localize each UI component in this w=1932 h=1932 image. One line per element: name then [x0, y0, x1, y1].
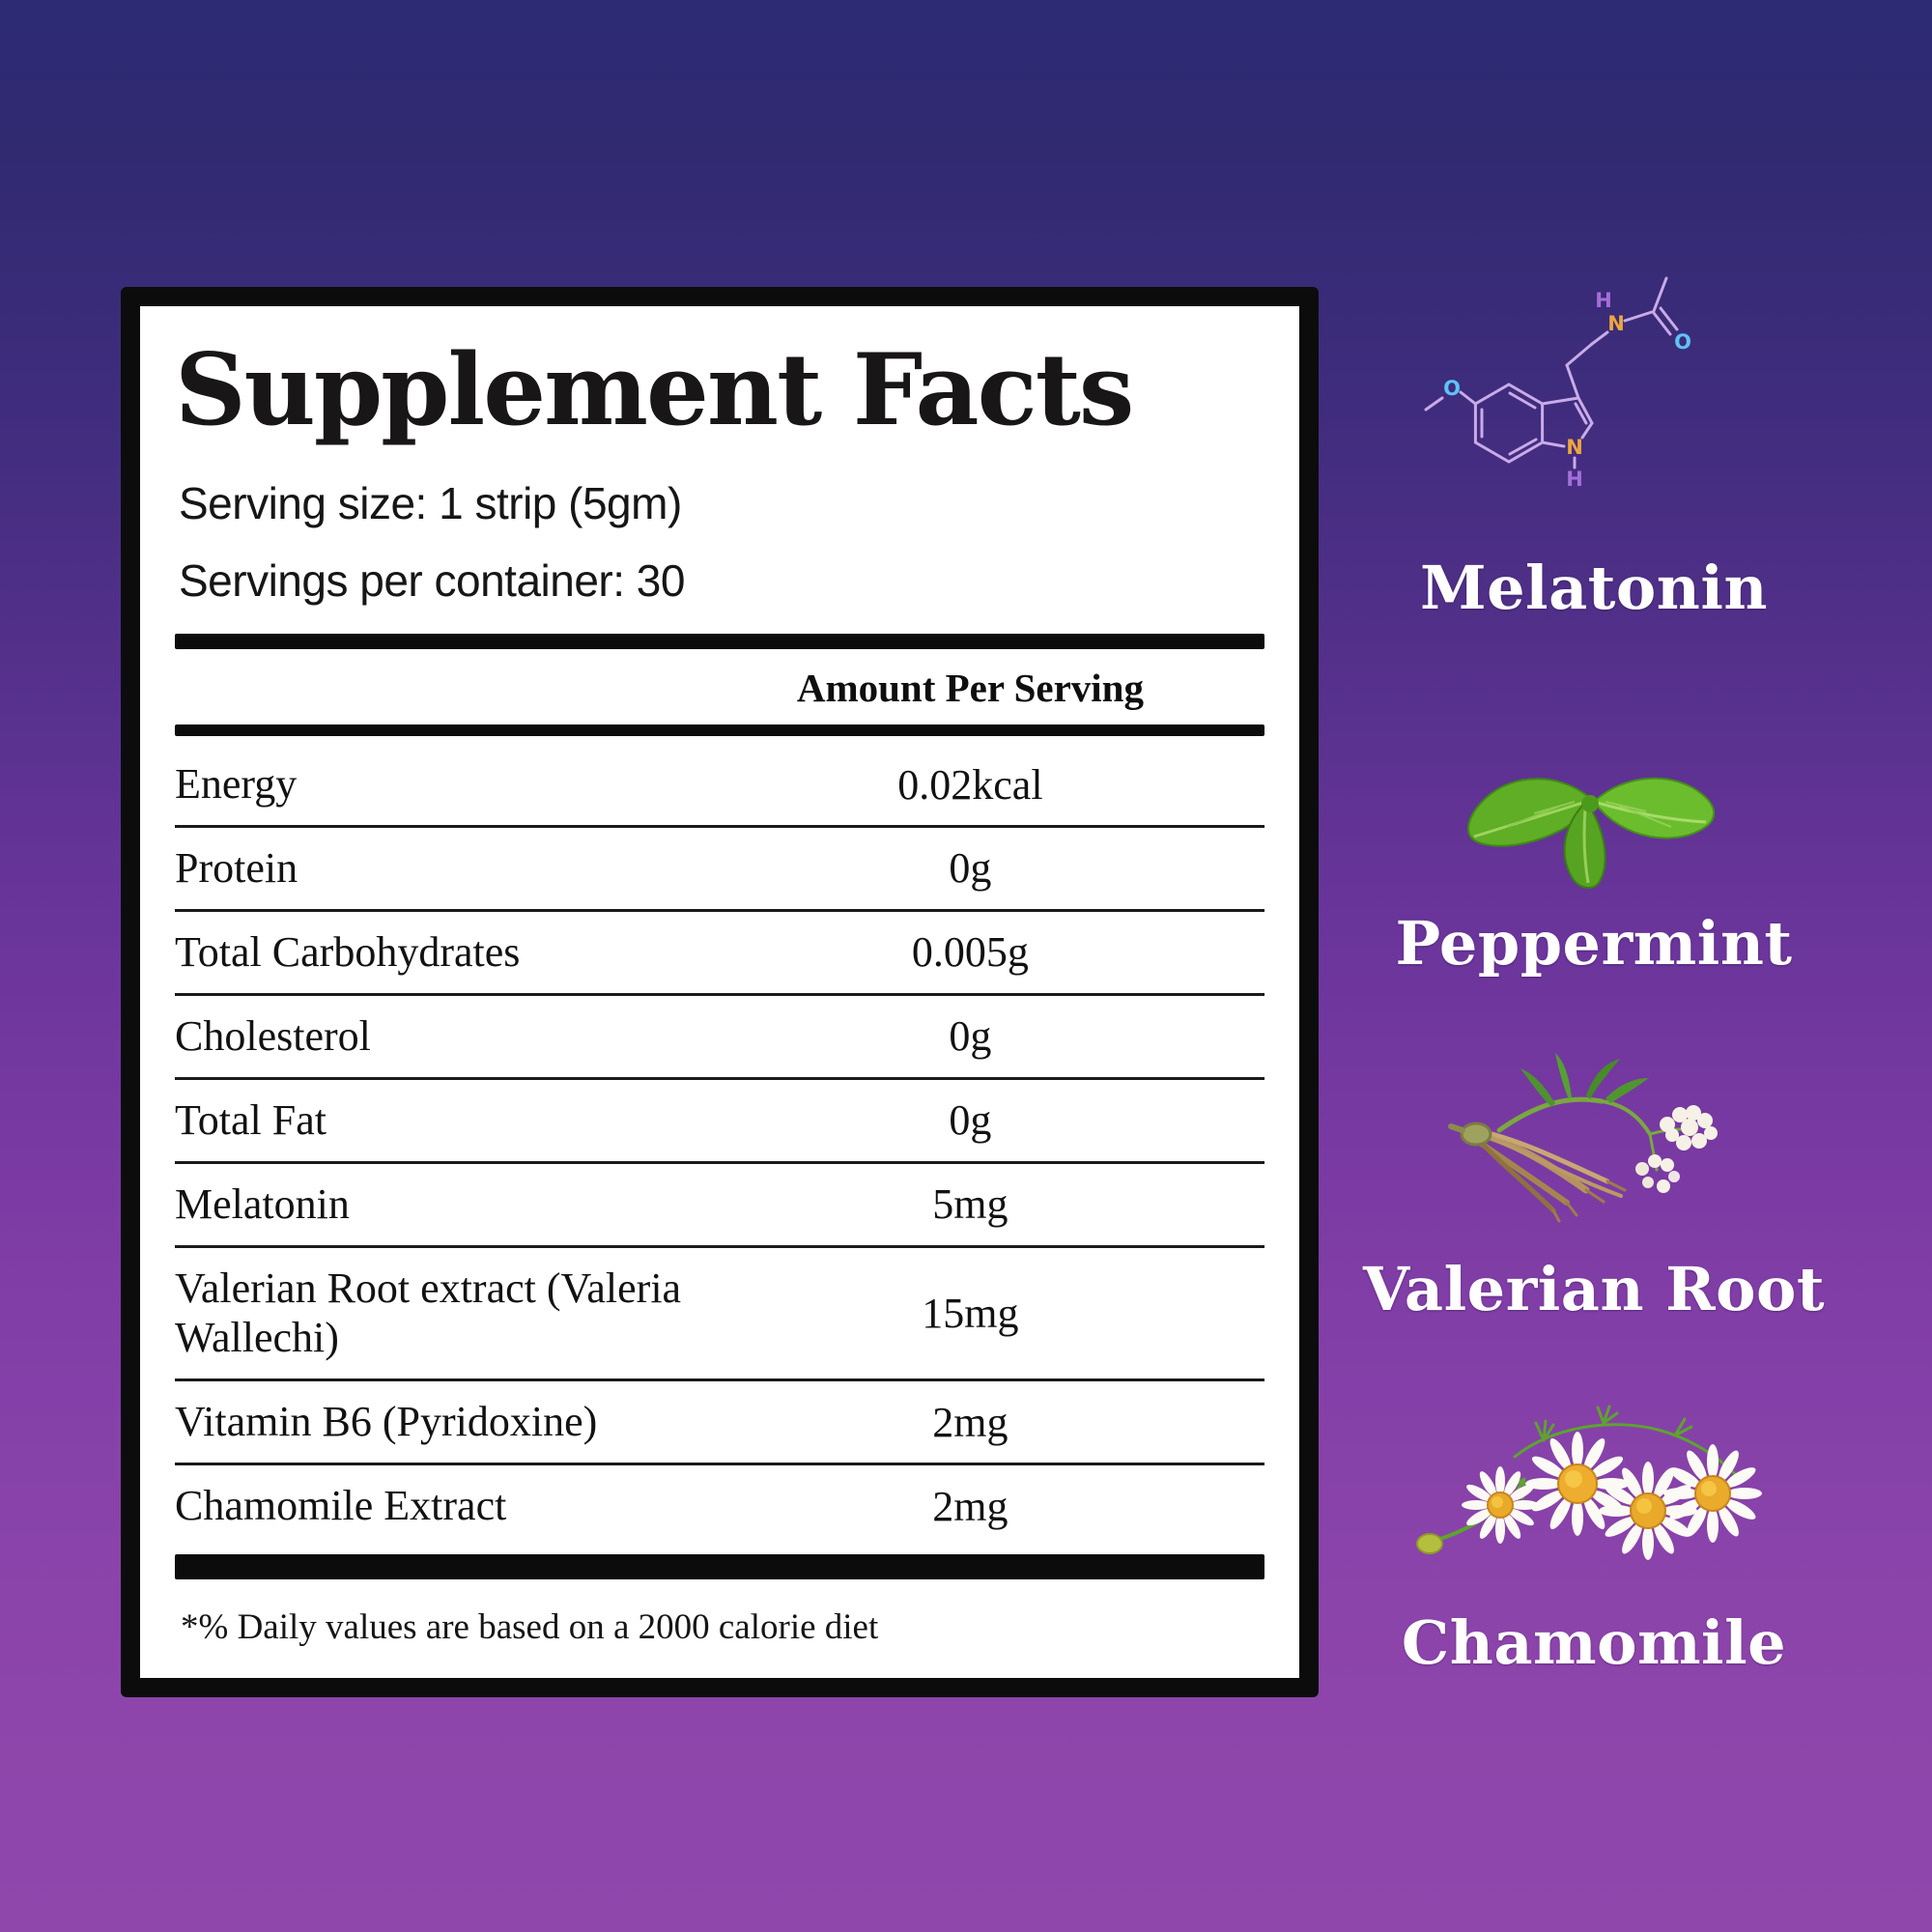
table-row — [175, 1381, 1264, 1463]
table-row — [175, 1164, 1264, 1245]
hydrogen-atom-label: H — [1566, 468, 1583, 491]
row-amount: 5mg — [932, 1180, 1009, 1229]
melatonin-molecule-icon — [1418, 253, 1776, 514]
row-amount: 0.02kcal — [897, 760, 1043, 809]
thick-divider-header — [175, 724, 1264, 736]
valerian-root-crown — [1462, 1123, 1491, 1145]
peppermint-leaves-icon — [1447, 713, 1737, 904]
mint-leaf-junction — [1581, 795, 1599, 812]
nitrogen-atom-label: N — [1566, 436, 1583, 459]
oxygen-atom-label: O — [1443, 377, 1461, 400]
row-amount: 2mg — [932, 1482, 1009, 1530]
table-row — [175, 828, 1264, 909]
row-amount: 0g — [949, 844, 992, 893]
row-name: Protein — [175, 844, 298, 892]
table-row — [175, 1080, 1264, 1161]
row-name: Total Fat — [175, 1095, 327, 1144]
valerian-roots — [1476, 1132, 1625, 1221]
row-amount: 0g — [949, 1096, 992, 1145]
row-name: Valerian Root extract (Valeria Wallechi) — [175, 1264, 682, 1362]
thick-divider-top — [175, 634, 1264, 649]
ingredient-label-valerian-root: Valerian Root — [1362, 1254, 1825, 1324]
ingredient-label-peppermint: Peppermint — [1395, 908, 1793, 979]
molecule-bonds — [1426, 278, 1677, 468]
thick-divider-bottom — [175, 1554, 1264, 1579]
row-amount: 0g — [949, 1012, 992, 1061]
valerian-flowers — [1635, 1105, 1718, 1193]
table-row — [175, 1248, 1264, 1379]
oxygen-atom-label: O — [1674, 330, 1691, 354]
serving-size-text: Serving size: 1 strip (5gm) — [179, 478, 682, 529]
daily-values-footnote: *% Daily values are based on a 2000 calorie diet — [181, 1607, 879, 1648]
table-row — [175, 744, 1264, 825]
row-name: Cholesterol — [175, 1011, 371, 1060]
table-row — [175, 996, 1264, 1077]
servings-per-container-text: Servings per container: 30 — [179, 555, 685, 607]
chamomile-flowers-icon — [1399, 1397, 1771, 1590]
supplement-facts-panel — [121, 287, 1319, 1697]
row-name: Melatonin — [175, 1179, 350, 1228]
row-name: Chamomile Extract — [175, 1482, 507, 1530]
row-name: Total Carbohydrates — [175, 927, 521, 976]
table-row — [175, 912, 1264, 993]
daisy-flower — [1462, 1466, 1539, 1544]
row-name: Vitamin B6 (Pyridoxine) — [175, 1398, 598, 1446]
table-header-row — [175, 649, 1264, 723]
daisy-flower — [1525, 1432, 1630, 1536]
row-amount: 15mg — [922, 1289, 1019, 1337]
valerian-root-icon — [1441, 1045, 1750, 1234]
chamomile-bud — [1417, 1534, 1442, 1553]
table-row — [175, 1465, 1264, 1547]
molecule-atom-labels — [1443, 289, 1691, 491]
nitrogen-atom-label: N — [1607, 312, 1625, 335]
row-amount: 2mg — [932, 1398, 1009, 1446]
amount-per-serving-header: Amount Per Serving — [796, 666, 1144, 711]
mint-leaves — [1468, 779, 1714, 888]
ingredient-label-melatonin: Melatonin — [1419, 553, 1768, 623]
row-amount: 0.005g — [911, 928, 1029, 977]
hydrogen-atom-label: H — [1595, 289, 1612, 312]
row-name: Energy — [175, 760, 298, 809]
valerian-stem-stub — [1451, 1126, 1463, 1130]
ingredient-label-chamomile: Chamomile — [1401, 1607, 1787, 1678]
supplement-facts-title: Supplement Facts — [175, 332, 1133, 448]
